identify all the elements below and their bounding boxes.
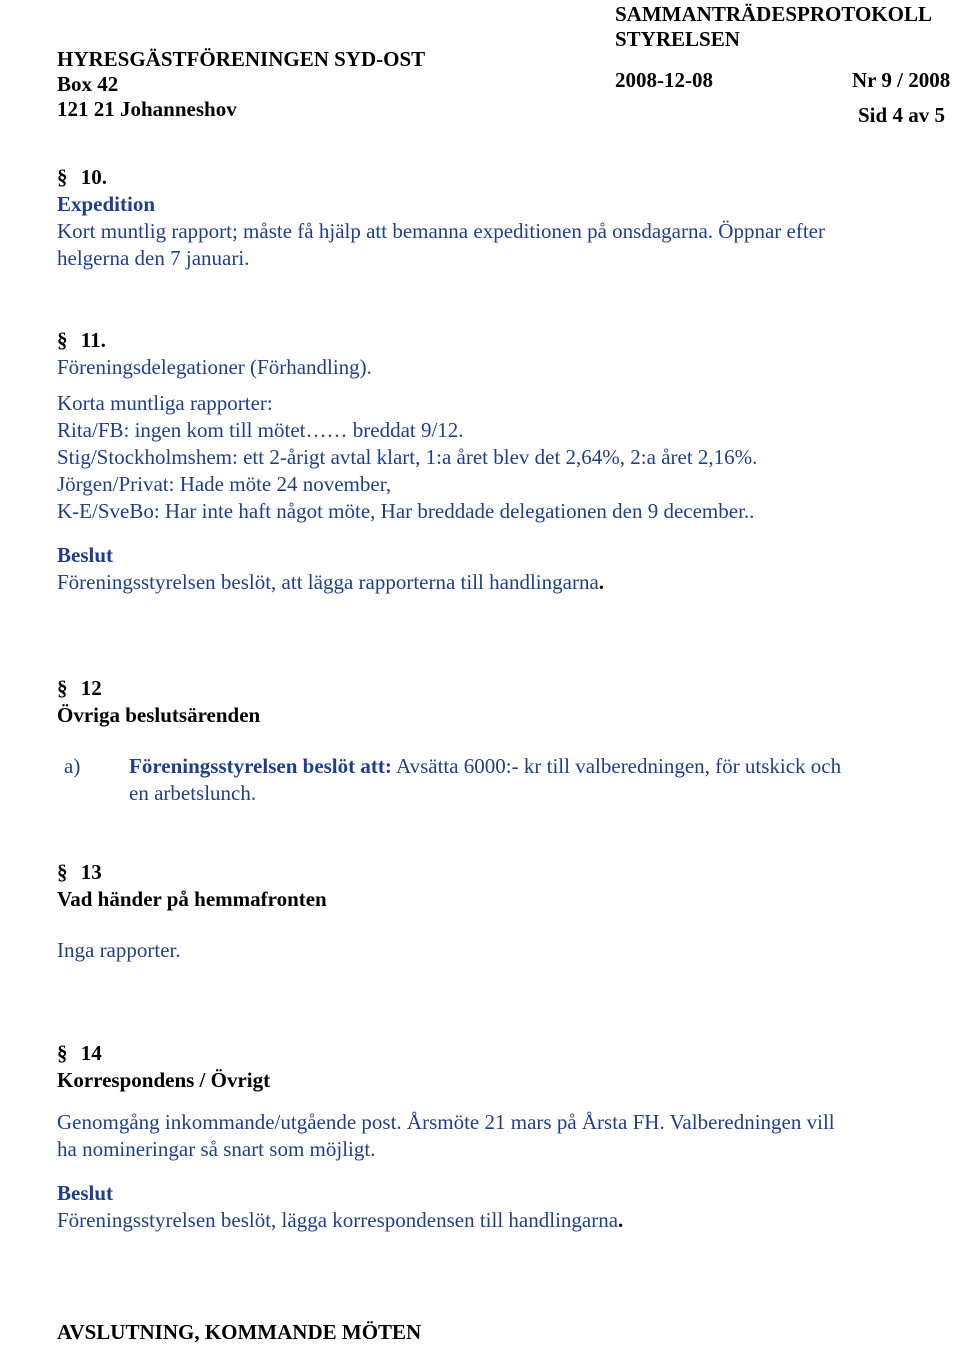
meeting-date: 2008-12-08: [615, 68, 713, 92]
decision-label: Beslut: [57, 1181, 114, 1205]
report-line: Stig/Stockholmshem: ett 2-årigt avtal klart, 1:a året blev det 2,64%, 2:a året 2,16%.: [57, 445, 758, 469]
section-number: 14: [80, 1041, 102, 1065]
section-10: [57, 164, 937, 272]
section-11: [57, 327, 937, 596]
decision-end: .: [618, 1208, 624, 1232]
reports-heading: Korta muntliga rapporter:: [57, 391, 273, 415]
section-14: [57, 1040, 937, 1234]
section-mark: §: [57, 165, 68, 189]
section-number: 12: [80, 676, 102, 700]
item-marker: a): [64, 754, 81, 778]
section-mark: §: [57, 1041, 68, 1065]
decision-label: Beslut: [57, 543, 114, 567]
decision-end: .: [598, 570, 605, 594]
section-text-line: Kort muntlig rapport; måste få hjälp att bemanna expeditionen på onsdagarna. Öppnar efter: [57, 219, 825, 243]
report-line: Jörgen/Privat: Hade möte 24 november,: [57, 472, 392, 496]
report-line: K-E/SveBo: Har inte haft något möte, Har breddade delegationen den 9 december..: [57, 499, 755, 523]
closing-heading: AVSLUTNING, KOMMANDE MÖTEN: [57, 1320, 422, 1344]
item-text-cont: en arbetslunch.: [129, 781, 257, 805]
section-mark: §: [57, 860, 68, 884]
page-indicator: Sid 4 av 5: [858, 103, 945, 127]
section-text: Inga rapporter.: [57, 938, 181, 962]
section-mark: §: [57, 676, 68, 700]
section-text-line: ha nomineringar så snart som möjligt.: [57, 1137, 376, 1161]
section-heading: [57, 1040, 937, 1067]
decision-body: Föreningsstyrelsen beslöt, att lägga rapporterna till handlingarna: [57, 570, 599, 594]
document-type: SAMMANTRÄDESPROTOKOLL: [615, 2, 932, 26]
section-heading: [57, 164, 937, 191]
section-number: 10.: [80, 165, 107, 189]
section-title: Övriga beslutsärenden: [57, 703, 261, 727]
section-title: Vad händer på hemmafronten: [57, 887, 327, 911]
section-text-line: helgerna den 7 januari.: [57, 246, 250, 270]
postal-address: 121 21 Johanneshov: [57, 97, 237, 121]
section-mark: §: [57, 328, 68, 352]
postal-box: Box 42: [57, 72, 119, 96]
section-number: 11.: [80, 328, 106, 352]
section-title: Korrespondens / Övrigt: [57, 1068, 271, 1092]
report-line: Rita/FB: ingen kom till mötet…… breddat 9/12.: [57, 418, 464, 442]
section-heading: [57, 675, 937, 702]
protocol-number: Nr 9 / 2008: [852, 68, 951, 92]
decision-text: [57, 569, 937, 596]
section-12: [57, 675, 937, 807]
item-text: Avsätta 6000:- kr till valberedningen, för utskick och: [391, 754, 842, 778]
section-number: 13: [80, 860, 102, 884]
organization-name: HYRESGÄSTFÖRENINGEN SYD-OST: [57, 47, 426, 71]
decision-text: [57, 1207, 937, 1234]
section-heading: [57, 859, 937, 886]
section-13: [57, 859, 937, 964]
section-title: Expedition: [57, 192, 156, 216]
section-text-line: Genomgång inkommande/utgående post. Årsmöte 21 mars på Årsta FH. Valberedningen vill: [57, 1110, 835, 1134]
board-name: STYRELSEN: [615, 27, 740, 51]
section-title: Föreningsdelegationer (Förhandling).: [57, 355, 372, 379]
section-heading: [57, 327, 937, 354]
decision-item: [57, 753, 937, 807]
decision-body: Föreningsstyrelsen beslöt, lägga korrespondensen till handlingarna: [57, 1208, 619, 1232]
item-lead: Föreningsstyrelsen beslöt att:: [129, 754, 392, 778]
